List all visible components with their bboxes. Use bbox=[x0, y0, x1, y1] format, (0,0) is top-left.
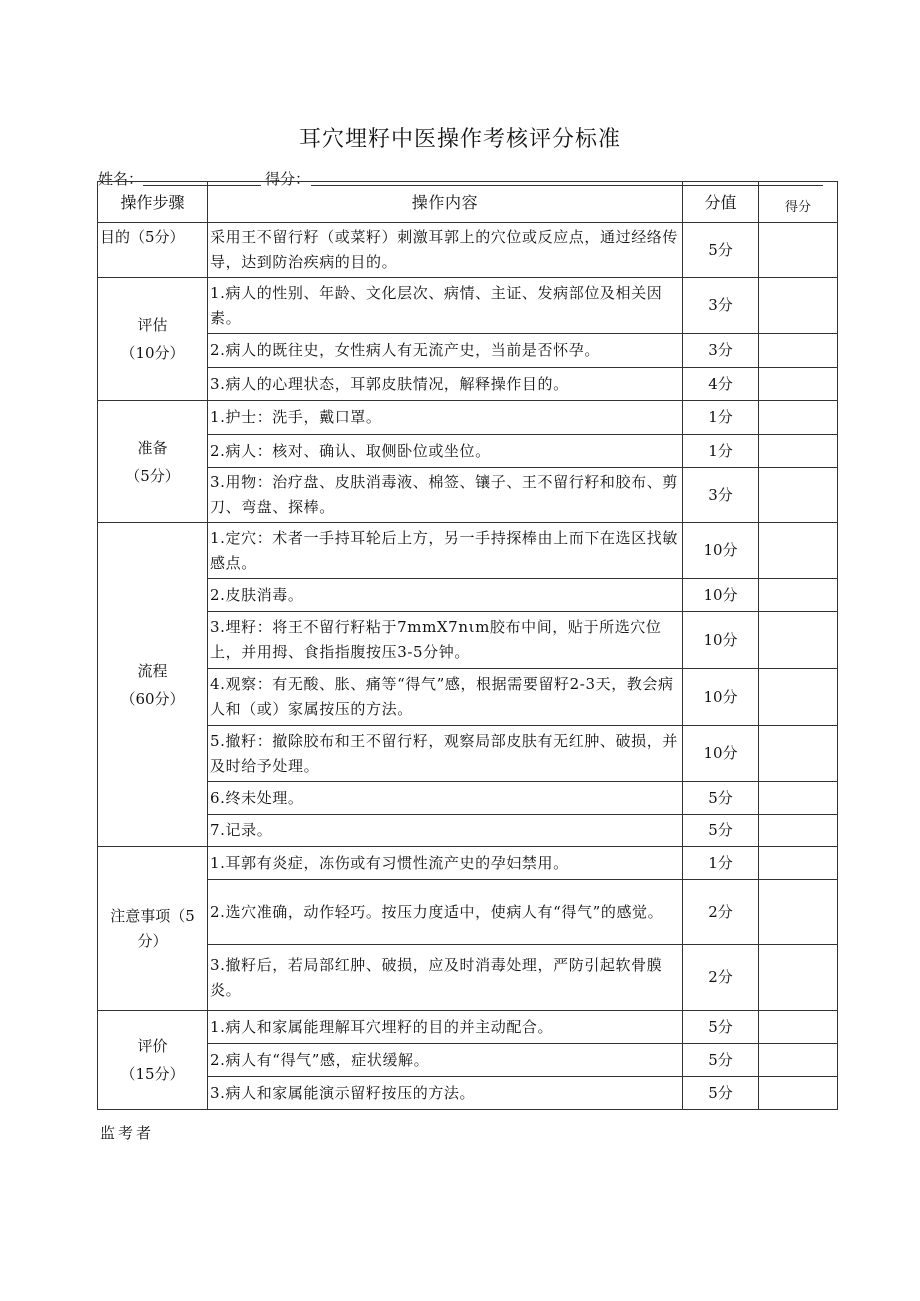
row-points: 1分 bbox=[683, 435, 759, 468]
col-header-step: 操作步骤 bbox=[98, 182, 208, 223]
score-cell[interactable] bbox=[759, 945, 838, 1011]
row-points: 3分 bbox=[683, 468, 759, 523]
score-cell[interactable] bbox=[759, 782, 838, 815]
row-points: 2分 bbox=[683, 880, 759, 945]
scoring-table bbox=[97, 181, 838, 1110]
row-content: 1.病人的性别、年龄、文化层次、病情、主证、发病部位及相关因素。 bbox=[208, 278, 683, 334]
row-points: 3分 bbox=[683, 334, 759, 368]
name-label: 姓名： bbox=[98, 170, 144, 188]
row-content: 3.用物：治疗盘、皮肤消毒液、棉签、镶子、王不留行籽和胶布、剪刀、弯盘、探棒。 bbox=[208, 468, 683, 523]
score-cell[interactable] bbox=[759, 278, 838, 334]
table-row bbox=[98, 278, 838, 334]
score-cell[interactable] bbox=[759, 468, 838, 523]
row-content: 采用王不留行籽（或菜籽）刺激耳郭上的穴位或反应点，通过经络传导，达到防治疾病的目的。 bbox=[208, 223, 683, 278]
row-content: 2.病人的既往史，女性病人有无流产史，当前是否怀孕。 bbox=[208, 334, 683, 368]
score-cell[interactable] bbox=[759, 612, 838, 669]
score-cell[interactable] bbox=[759, 669, 838, 726]
score-cell[interactable] bbox=[759, 579, 838, 612]
score-cell[interactable] bbox=[759, 1011, 838, 1044]
step-points: （60分） bbox=[120, 689, 185, 708]
row-points: 10分 bbox=[683, 523, 759, 579]
row-points: 5分 bbox=[683, 1011, 759, 1044]
table-row bbox=[98, 468, 838, 523]
step-points: （15分） bbox=[120, 1065, 185, 1083]
step-preparation bbox=[98, 401, 208, 523]
step-name: 流程 bbox=[137, 661, 168, 680]
row-points: 10分 bbox=[683, 726, 759, 782]
step-name: 评价 bbox=[137, 1037, 168, 1055]
monitor-label: 监考者 bbox=[100, 1124, 155, 1142]
row-points: 4分 bbox=[683, 368, 759, 401]
row-points: 10分 bbox=[683, 669, 759, 726]
row-points: 10分 bbox=[683, 579, 759, 612]
score-cell[interactable] bbox=[759, 1044, 838, 1077]
row-content: 1.耳郭有炎症，冻伤或有习惯性流产史的孕妇禁用。 bbox=[208, 847, 683, 880]
step-name: 评估 bbox=[137, 316, 168, 334]
row-points: 2分 bbox=[683, 945, 759, 1011]
row-points: 1分 bbox=[683, 847, 759, 880]
table-row bbox=[98, 1044, 838, 1077]
step-precautions: 注意事项（5分） bbox=[98, 847, 208, 1011]
step-name: 准备 bbox=[137, 438, 168, 457]
row-content: 1.护士：洗手，戴口罩。 bbox=[208, 401, 683, 435]
row-content: 3.病人的心理状态，耳郭皮肤情况，解释操作目的。 bbox=[208, 368, 683, 401]
table-row bbox=[98, 726, 838, 782]
page-title: 耳穴埋籽中医操作考核评分标准 bbox=[298, 127, 621, 152]
row-content: 2.病人：核对、确认、取侧卧位或坐位。 bbox=[208, 435, 683, 468]
table-row bbox=[98, 847, 838, 880]
row-content: 4.观察：有无酸、胀、痛等“得气”感，根据需要留籽2-3天，教会病人和（或）家属按压的方法。 bbox=[208, 669, 683, 726]
table-row bbox=[98, 579, 838, 612]
row-points: 10分 bbox=[683, 612, 759, 669]
step-assessment bbox=[98, 278, 208, 401]
row-content: 2.选穴准确，动作轻巧。按压力度适中，使病人有“得气”的感觉。 bbox=[208, 880, 683, 945]
table-row bbox=[98, 1011, 838, 1044]
score-cell[interactable] bbox=[759, 815, 838, 847]
row-points: 3分 bbox=[683, 278, 759, 334]
step-procedure bbox=[98, 523, 208, 847]
table-row bbox=[98, 435, 838, 468]
row-content: 1.定穴：术者一手持耳轮后上方，另一手持探棒由上而下在选区找敏感点。 bbox=[208, 523, 683, 579]
col-header-score: 得分 bbox=[759, 182, 838, 223]
row-points: 5分 bbox=[683, 815, 759, 847]
step-purpose: 目的（5分） bbox=[98, 223, 208, 278]
score-cell[interactable] bbox=[759, 368, 838, 401]
score-cell[interactable] bbox=[759, 435, 838, 468]
table-row bbox=[98, 669, 838, 726]
row-content: 3.病人和家属能演示留籽按压的方法。 bbox=[208, 1077, 683, 1110]
table-header-row bbox=[98, 182, 838, 223]
step-points: （10分） bbox=[120, 344, 185, 362]
table-row bbox=[98, 612, 838, 669]
table-row bbox=[98, 815, 838, 847]
table-row bbox=[98, 523, 838, 579]
row-content: 6.终未处理。 bbox=[208, 782, 683, 815]
score-cell[interactable] bbox=[759, 726, 838, 782]
row-content: 5.撤籽：撤除胶布和王不留行籽，观察局部皮肤有无红肿、破损，并及时给予处理。 bbox=[208, 726, 683, 782]
row-content: 3.撤籽后，若局部红肿、破损，应及时消毒处理，严防引起软骨膜炎。 bbox=[208, 945, 683, 1011]
table-row bbox=[98, 945, 838, 1011]
table-row bbox=[98, 334, 838, 368]
table-row bbox=[98, 880, 838, 945]
row-points: 5分 bbox=[683, 782, 759, 815]
row-content: 2.皮肤消毒。 bbox=[208, 579, 683, 612]
col-header-points: 分值 bbox=[683, 182, 759, 223]
step-points: （5分） bbox=[125, 466, 180, 485]
score-cell[interactable] bbox=[759, 401, 838, 435]
table-row bbox=[98, 782, 838, 815]
row-points: 5分 bbox=[683, 1044, 759, 1077]
score-cell[interactable] bbox=[759, 523, 838, 579]
row-content: 1.病人和家属能理解耳穴埋籽的目的并主动配合。 bbox=[208, 1011, 683, 1044]
score-cell[interactable] bbox=[759, 334, 838, 368]
row-points: 1分 bbox=[683, 401, 759, 435]
table-row bbox=[98, 401, 838, 435]
col-header-content: 操作内容 bbox=[208, 182, 683, 223]
row-content: 7.记录。 bbox=[208, 815, 683, 847]
row-content: 3.埋籽：将王不留行籽粘于7mmX7nιm胶布中间，贴于所选穴位上，并用拇、食指指腹按压3-5分钟。 bbox=[208, 612, 683, 669]
score-cell[interactable] bbox=[759, 223, 838, 278]
row-content: 2.病人有“得气”感，症状缓解。 bbox=[208, 1044, 683, 1077]
score-cell[interactable] bbox=[759, 880, 838, 945]
step-evaluation bbox=[98, 1011, 208, 1110]
table-row bbox=[98, 1077, 838, 1110]
table-row bbox=[98, 223, 838, 278]
score-cell[interactable] bbox=[759, 847, 838, 880]
score-label: 得分： bbox=[265, 170, 311, 188]
row-points: 5分 bbox=[683, 1077, 759, 1110]
table-row bbox=[98, 368, 838, 401]
row-points: 5分 bbox=[683, 223, 759, 278]
score-cell[interactable] bbox=[759, 1077, 838, 1110]
